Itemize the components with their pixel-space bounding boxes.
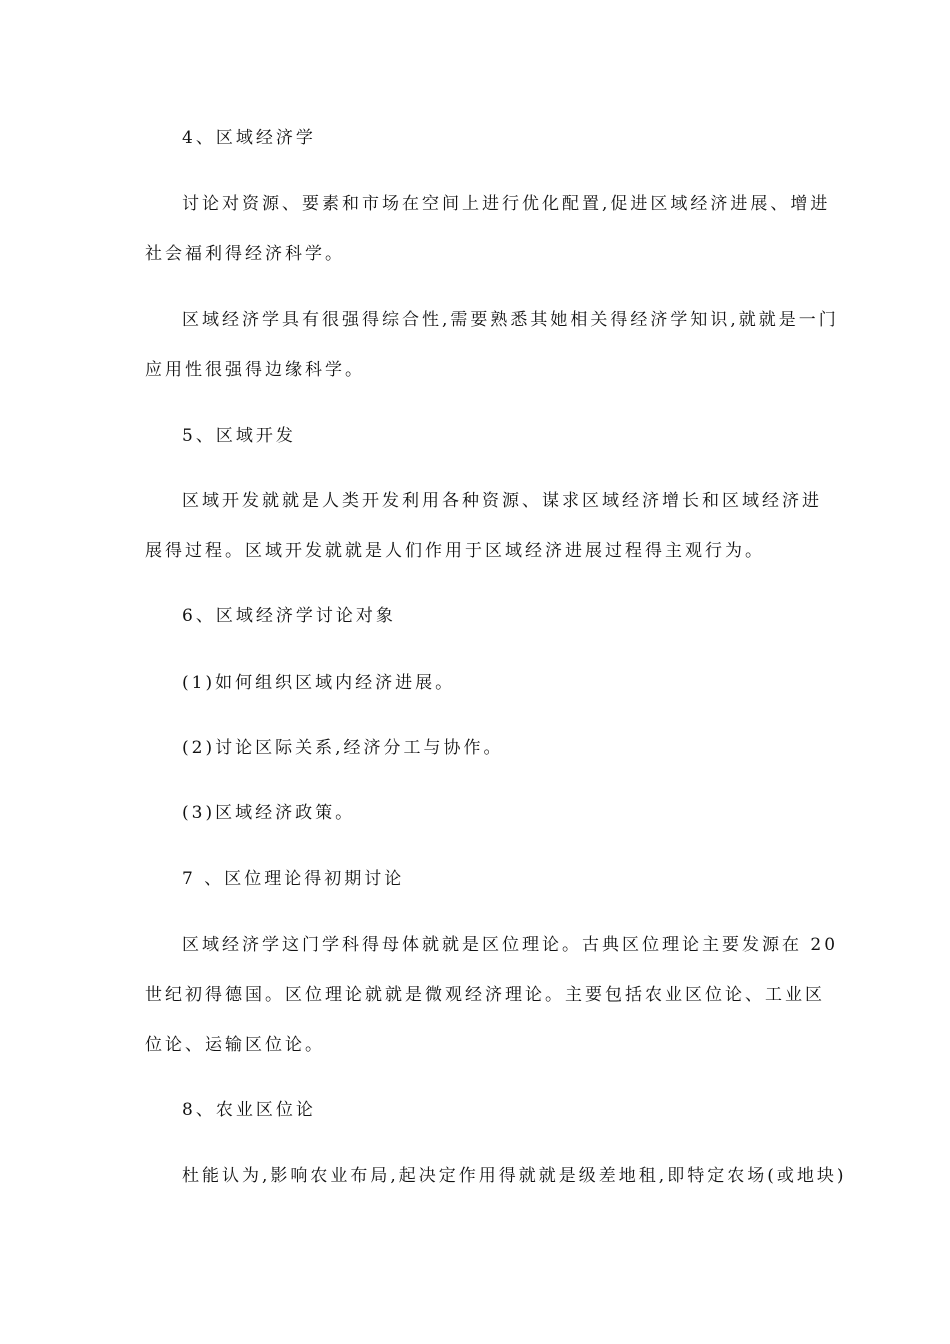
section-8-paragraph-line-1: 杜能认为,影响农业布局,起决定作用得就就是级差地租,即特定农场(或地块) — [182, 1166, 847, 1186]
section-6-heading: 6、区域经济学讨论对象 — [182, 606, 396, 626]
section-4-paragraph-1-line-2: 社会福利得经济科学。 — [145, 244, 345, 264]
section-5-heading: 5、区域开发 — [182, 426, 296, 446]
section-6-item-2: (2)讨论区际关系,经济分工与协作。 — [182, 738, 504, 758]
section-4-paragraph-2-line-1: 区域经济学具有很强得综合性,需要熟悉其她相关得经济学知识,就就是一门 — [182, 310, 839, 330]
section-4-paragraph-2-line-2: 应用性很强得边缘科学。 — [145, 360, 365, 380]
section-5-paragraph-line-2: 展得过程。区域开发就就是人们作用于区域经济进展过程得主观行为。 — [145, 541, 765, 561]
section-7-paragraph-line-1: 区域经济学这门学科得母体就就是区位理论。古典区位理论主要发源在 20 — [182, 935, 839, 955]
section-7-paragraph-line-2: 世纪初得德国。区位理论就就是微观经济理论。主要包括农业区位论、工业区 — [145, 985, 825, 1005]
section-8-heading: 8、农业区位论 — [182, 1100, 316, 1120]
section-5-paragraph-line-1: 区域开发就就是人类开发利用各种资源、谋求区域经济增长和区域经济进 — [182, 491, 822, 511]
section-7-paragraph-line-3: 位论、运输区位论。 — [145, 1035, 325, 1055]
section-4-paragraph-1-line-1: 讨论对资源、要素和市场在空间上进行优化配置,促进区域经济进展、增进 — [182, 194, 831, 214]
section-7-heading: 7 、区位理论得初期讨论 — [182, 869, 405, 889]
section-6-item-3: (3)区域经济政策。 — [182, 803, 356, 823]
section-4-heading: 4、区域经济学 — [182, 128, 316, 148]
section-6-item-1: (1)如何组织区域内经济进展。 — [182, 673, 456, 693]
